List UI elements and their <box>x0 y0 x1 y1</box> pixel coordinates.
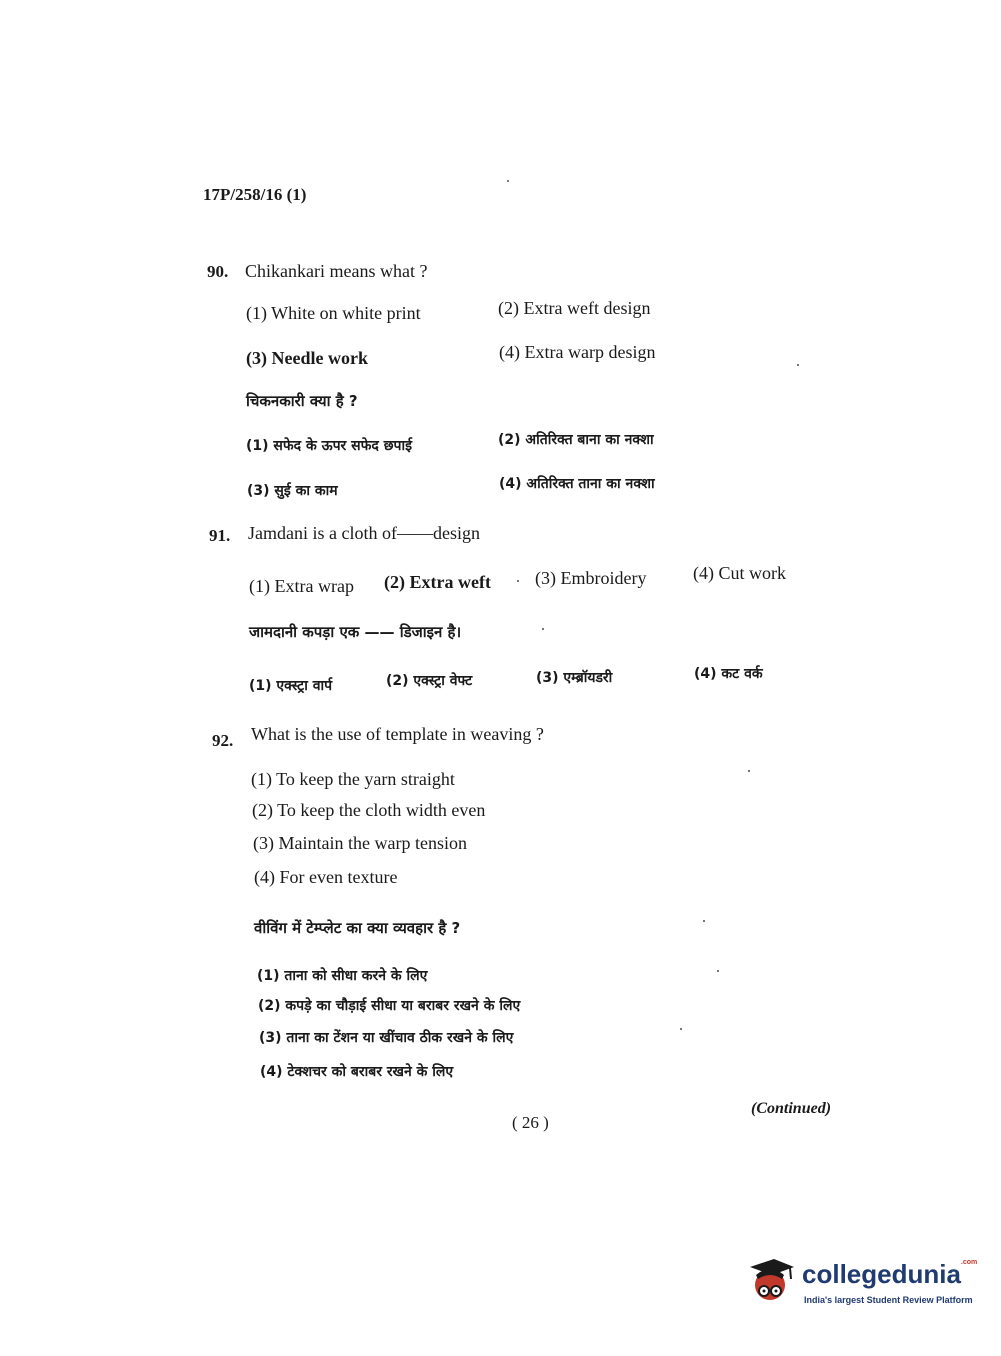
scan-speck <box>703 920 705 922</box>
option-hi-4: (4) अतिरिक्त ताना का नक्शा <box>499 476 655 492</box>
option-en-4: (4) For even texture <box>254 867 398 887</box>
brand-suffix: .com <box>960 1259 978 1266</box>
option-en-3: (3) Embroidery <box>535 568 647 588</box>
question-text-hi: जामदानी कपड़ा एक —— डिजाइन है। <box>249 623 462 641</box>
option-hi-1: (1) सफेद के ऊपर सफेद छपाई <box>246 438 412 454</box>
scan-speck <box>507 180 509 182</box>
scan-speck <box>542 628 544 630</box>
question-text-hi: चिकनकारी क्या है ? <box>246 392 358 410</box>
brand-tagline: India's largest Student Review Platform <box>804 1295 973 1305</box>
option-en-2: (2) Extra weft design <box>498 298 651 318</box>
continued-note: (Continued) <box>751 1100 832 1117</box>
option-en-3: (3) Maintain the warp tension <box>253 833 467 853</box>
question-text-en: Chikankari means what ? <box>245 261 428 281</box>
option-en-1: (1) White on white print <box>246 303 421 323</box>
scan-speck <box>680 1028 682 1030</box>
option-hi-1: (1) ताना को सीधा करने के लिए <box>257 968 428 984</box>
student-mascot-icon <box>744 1253 798 1307</box>
option-hi-3: (3) सुई का काम <box>247 483 338 499</box>
paper-code: 17P/258/16 (1) <box>203 185 307 204</box>
option-en-3: (3) Needle work <box>246 348 368 368</box>
option-en-2: (2) To keep the cloth width even <box>252 800 486 820</box>
option-en-1: (1) Extra wrap <box>249 576 354 596</box>
question-text-en: Jamdani is a cloth of——design <box>248 523 480 543</box>
scan-speck <box>517 580 519 582</box>
scan-speck <box>797 364 799 366</box>
option-hi-1: (1) एक्स्ट्रा वार्प <box>249 678 333 694</box>
option-en-4: (4) Cut work <box>693 563 786 583</box>
scan-speck <box>717 970 719 972</box>
option-hi-3: (3) एम्ब्रॉयडरी <box>536 670 613 686</box>
option-hi-2: (2) अतिरिक्त बाना का नक्शा <box>498 432 654 448</box>
scan-speck <box>748 770 750 772</box>
question-text-en: What is the use of template in weaving ? <box>251 724 544 744</box>
option-en-1: (1) To keep the yarn straight <box>251 769 455 789</box>
question-number: 91. <box>209 526 231 545</box>
option-hi-2: (2) कपड़े का चौड़ाई सीधा या बराबर रखने के लिए <box>258 998 521 1014</box>
option-hi-4: (4) कट वर्क <box>694 666 763 682</box>
brand-name <box>802 1259 977 1290</box>
brand-text: collegedunia <box>802 1259 961 1289</box>
option-hi-2: (2) एक्स्ट्रा वेफ्ट <box>386 673 473 689</box>
collegedunia-watermark <box>744 1253 978 1313</box>
option-en-4: (4) Extra warp design <box>499 342 656 362</box>
option-en-2: (2) Extra weft <box>384 572 491 592</box>
page-number: ( 26 ) <box>512 1113 549 1132</box>
question-text-hi: वीविंग में टेम्प्लेट का क्या व्यवहार है ? <box>254 919 461 937</box>
option-hi-4: (4) टेक्शचर को बराबर रखने के लिए <box>260 1064 454 1080</box>
option-hi-3: (3) ताना का टेंशन या खींचाव ठीक रखने के लिए <box>259 1030 514 1046</box>
question-number: 92. <box>212 731 234 750</box>
question-number: 90. <box>207 262 229 281</box>
